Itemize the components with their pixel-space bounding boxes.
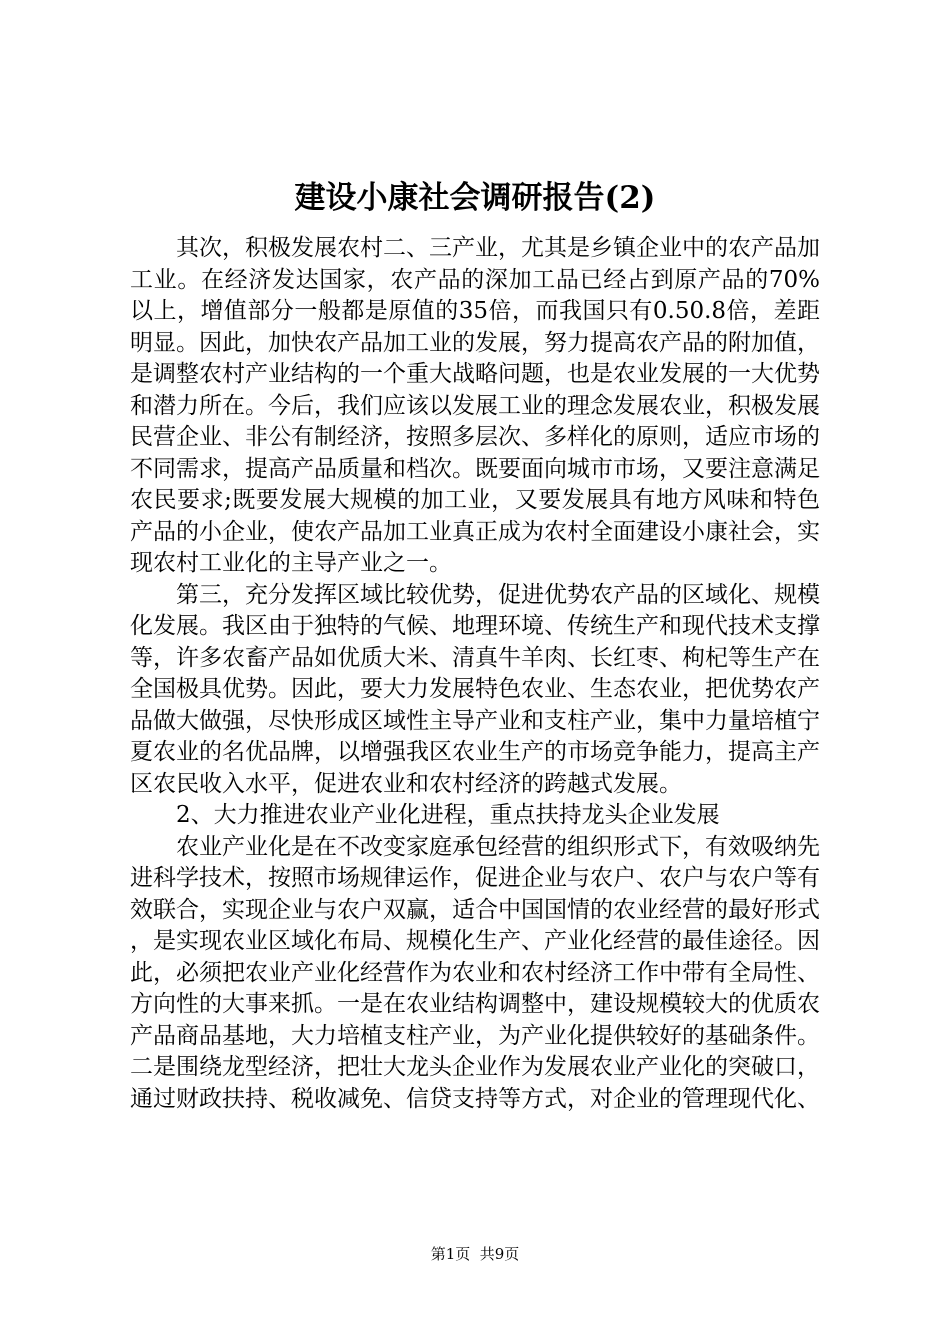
document-body bbox=[130, 233, 820, 1115]
paragraph: 其次，积极发展农村二、三产业，尤其是乡镇企业中的农产品加工业。在经济发达国家，农产品的深加工品已经占到原产品的70%以上，增值部分一般都是原值的35倍，而我国只有0.50.8倍，差距明显。因此，加快农产品加工业的发展，努力提高农产品的附加值，是调整农村产业结构的一个重大战略问题，也是农业发展的一大优势和潜力所在。今后，我们应该以发展工业的理念发展农业，积极发展民营企业、非公有制经济，按照多层次、多样化的原则，适应市场的不同需求，提高产品质量和档次。既要面向城市市场，又要注意满足农民要求;既要发展大规模的加工业，又要发展具有地方风味和特色产品的小企业，使农产品加工业真正成为农村全面建设小康社会，实现农村工业化的主导产业之一。 bbox=[130, 235, 820, 576]
section-heading: 2、大力推进农业产业化进程，重点扶持龙头企业发展 bbox=[176, 802, 720, 828]
page-footer bbox=[0, 1244, 950, 1264]
paragraph: 农业产业化是在不改变家庭承包经营的组织形式下，有效吸纳先进科学技术，按照市场规律运作，促进企业与农户、农户与农户等有效联合，实现企业与农户双赢，适合中国国情的农业经营的最好形式，是实现农业区域化布局、规模化生产、产业化经营的最佳途径。因此，必须把农业产业化经营作为农业和农村经济工作中带有全局性、方向性的大事来抓。一是在农业结构调整中，建设规模较大的优质农产品商品基地，大力培植支柱产业，为产业化提供较好的基础条件。二是围绕龙型经济，把壮大龙头企业作为发展农业产业化的突破口，通过财政扶持、税收减免、信贷支持等方式，对企业的管理现代化、 bbox=[130, 833, 820, 1112]
document-title: 建设小康社会调研报告(2) bbox=[294, 180, 656, 216]
paragraph: 第三，充分发挥区域比较优势，促进优势农产品的区域化、规模化发展。我区由于独特的气候、地理环境、传统生产和现代技术支撑等，许多农畜产品如优质大米、清真牛羊肉、长红枣、枸杞等生产在全国极具优势。因此，要大力发展特色农业、生态农业，把优势农产品做大做强，尽快形成区域性主导产业和支柱产业，集中力量培植宁夏农业的名优品牌，以增强我区农业生产的市场竞争能力，提高主产区农民收入水平，促进农业和农村经济的跨越式发展。 bbox=[130, 581, 820, 797]
page-number: 第1页 共9页 bbox=[430, 1245, 520, 1263]
